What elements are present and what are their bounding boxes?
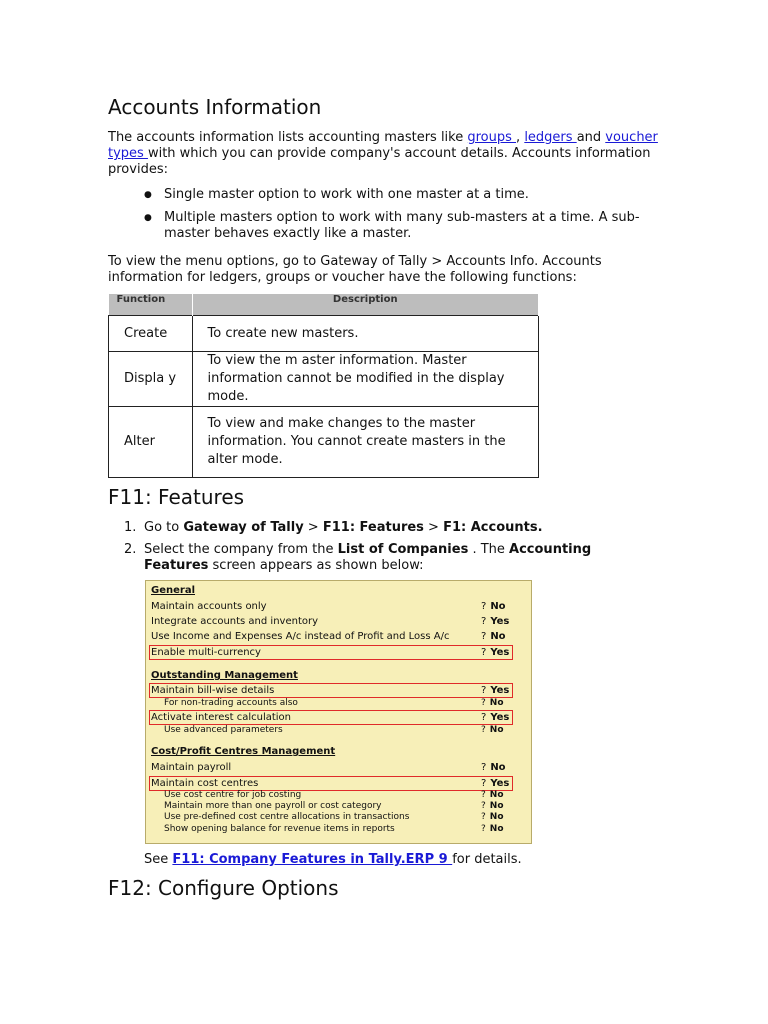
table-row <box>109 352 539 407</box>
question-mark: ? <box>481 712 487 723</box>
question-mark: ? <box>481 725 486 735</box>
feature-value: No <box>489 725 504 735</box>
step-bold: F1: Accounts. <box>443 520 543 535</box>
feature-row <box>164 811 517 823</box>
feature-row <box>151 685 517 697</box>
step-bold: Gateway of Tally <box>183 520 304 535</box>
step-bold: F11: Features <box>322 520 424 535</box>
feature-label: Use pre-defined cost centre allocations in transactions <box>164 812 410 822</box>
feature-label: Show opening balance for revenue items in reports <box>164 824 395 834</box>
feature-value: Yes <box>490 647 510 658</box>
feature-value: Yes <box>490 616 510 627</box>
feature-value: No <box>489 801 504 811</box>
see-details-paragraph <box>144 852 522 868</box>
feature-value: No <box>489 812 504 822</box>
feature-row <box>151 762 517 774</box>
description-cell: To create new masters. <box>192 316 539 352</box>
ledgers-link[interactable]: ledgers <box>524 130 577 145</box>
functions-table <box>108 294 539 478</box>
feature-label: Maintain more than one payroll or cost category <box>164 801 382 811</box>
accounts-information-heading: Accounts Information <box>108 95 322 119</box>
master-options-list <box>144 187 644 249</box>
feature-value: No <box>490 601 506 612</box>
list-item <box>124 520 604 536</box>
feature-value: No <box>489 790 504 800</box>
steps-list <box>124 520 604 580</box>
step-text: Go to <box>144 520 184 535</box>
feature-value: No <box>489 698 504 708</box>
intro-text: , <box>516 130 525 145</box>
feature-label: Integrate accounts and inventory <box>151 616 319 627</box>
accounting-features-screenshot <box>145 580 532 844</box>
feature-value: No <box>490 631 506 642</box>
feature-value: Yes <box>490 712 510 723</box>
feature-label: Maintain accounts only <box>151 601 267 612</box>
question-mark: ? <box>481 631 487 642</box>
table-row <box>109 316 539 352</box>
general-heading: General <box>151 585 195 596</box>
feature-label: Maintain cost centres <box>151 778 259 789</box>
company-features-link[interactable]: F11: Company Features in Tally.ERP 9 <box>172 852 453 867</box>
feature-label: Activate interest calculation <box>151 712 292 723</box>
feature-label: Maintain payroll <box>151 762 232 773</box>
f11-features-heading: F11: Features <box>108 485 245 509</box>
step-number: 1. <box>124 520 137 535</box>
intro-text: and <box>576 130 606 145</box>
step-text: > <box>423 520 444 535</box>
feature-row <box>151 647 517 659</box>
cost-profit-heading: Cost/Profit Centres Management <box>151 746 336 757</box>
see-text: for details. <box>452 852 522 867</box>
outstanding-heading: Outstanding Management <box>151 670 298 681</box>
feature-label: Enable multi-currency <box>151 647 261 658</box>
question-mark: ? <box>481 790 486 800</box>
voucher-types-link[interactable]: voucher types <box>108 130 658 161</box>
question-mark: ? <box>481 601 487 612</box>
function-cell: Create <box>109 316 193 352</box>
feature-value: Yes <box>490 778 510 789</box>
step-bold: Accounting Features <box>144 542 592 573</box>
table-header-description: Description <box>192 294 539 316</box>
feature-label: For non-trading accounts also <box>164 698 298 708</box>
intro-text: The accounts information lists accounting masters like <box>108 130 468 145</box>
feature-row <box>164 724 517 736</box>
function-cell: Displa y <box>109 352 193 407</box>
question-mark: ? <box>481 616 487 627</box>
question-mark: ? <box>481 778 487 789</box>
step-text: > <box>303 520 323 535</box>
table-row <box>109 407 539 478</box>
question-mark: ? <box>481 812 486 822</box>
step-text: screen appears as shown below: <box>208 558 424 573</box>
list-item: ● Multiple masters option to work with many sub-masters at a time. A sub-master behaves exactly like a master. <box>144 210 644 242</box>
feature-label: Use cost centre for job costing <box>164 790 302 800</box>
question-mark: ? <box>481 824 486 834</box>
step-number: 2. <box>124 542 137 557</box>
feature-value: No <box>489 824 504 834</box>
step-text: . The <box>468 542 510 557</box>
see-text: See <box>144 852 173 867</box>
feature-row <box>164 823 517 835</box>
table-header-function: Function <box>109 294 193 316</box>
feature-row <box>151 712 517 724</box>
description-cell: To view the m aster information. Master information cannot be modified in the display mode. <box>192 352 539 407</box>
menu-options-paragraph: To view the menu options, go to Gateway of Tally > Accounts Info. Accounts information for ledgers, groups or voucher have the following functions: <box>108 254 602 285</box>
question-mark: ? <box>481 698 486 708</box>
accounts-intro-paragraph <box>108 130 668 178</box>
step-text: Select the company from the <box>144 542 338 557</box>
feature-label: Maintain bill-wise details <box>151 685 275 696</box>
feature-label: Use Income and Expenses A/c instead of Profit and Loss A/c <box>151 631 450 642</box>
feature-row <box>151 616 517 628</box>
feature-value: No <box>490 762 506 773</box>
feature-row <box>151 601 517 613</box>
groups-link[interactable]: groups <box>467 130 517 145</box>
question-mark: ? <box>481 762 487 773</box>
feature-row <box>151 631 517 643</box>
feature-value: Yes <box>490 685 510 696</box>
f12-configure-options-heading: F12: Configure Options <box>108 876 339 900</box>
feature-label: Use advanced parameters <box>164 725 283 735</box>
question-mark: ? <box>481 801 486 811</box>
question-mark: ? <box>481 647 487 658</box>
intro-text: with which you can provide company's account details. Accounts information provides: <box>108 146 651 177</box>
function-cell: Alter <box>109 407 193 478</box>
step-bold: List of Companies <box>337 542 469 557</box>
description-cell: To view and make changes to the master information. You cannot create masters in the alter mode. <box>192 407 539 478</box>
feature-row <box>164 697 517 709</box>
list-item: ● Single master option to work with one master at a time. <box>144 187 644 203</box>
question-mark: ? <box>481 685 487 696</box>
list-item <box>124 542 604 574</box>
